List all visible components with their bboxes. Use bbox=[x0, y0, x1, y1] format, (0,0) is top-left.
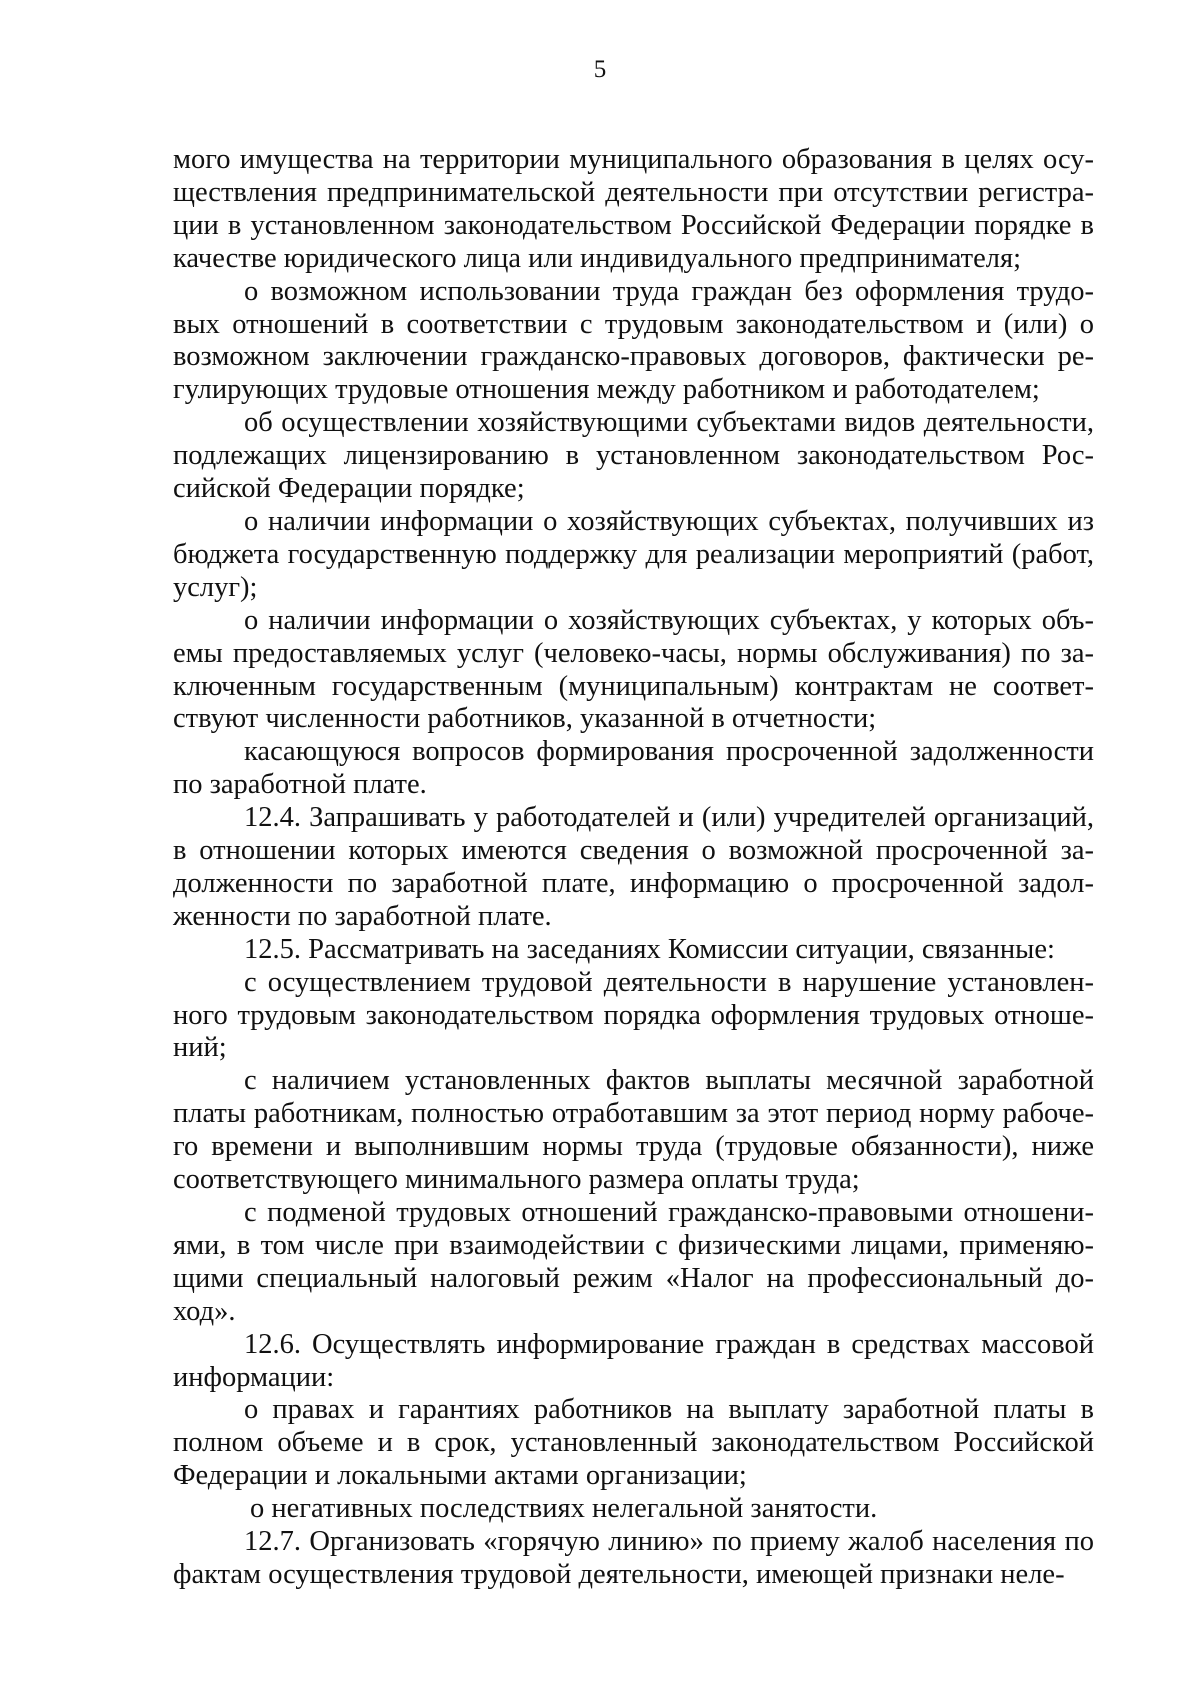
paragraph: о наличии информации о хозяйствующих субъектах, получивших из бюджета государственную поддержку для реализации мероприятий (работ, услуг); bbox=[173, 505, 1094, 603]
paragraph: касающуюся вопросов формирования просроченной задолженности по заработной плате. bbox=[173, 736, 1094, 801]
paragraph: об осуществлении хозяйствующими субъектами видов деятельности, подлежащих лицензированию в установленном законодательством Российской Федерации порядке; bbox=[173, 407, 1094, 505]
paragraph: 12.4. Запрашивать у работодателей и (или) учредителей организаций, в отношении которых имеются сведения о возможной просроченной задолженности по заработной плате, информацию о просроченной задолженности по заработной плате. bbox=[173, 802, 1094, 932]
paragraph: с подменой трудовых отношений гражданско-правовыми отношениями, в том числе при взаимодействии с физическими лицами, применяющими специальный налоговый режим «Налог на профессиональный доход». bbox=[173, 1197, 1094, 1327]
paragraph: о наличии информации о хозяйствующих субъектах, у которых объемы предоставляемых услуг (человеко-часы, нормы обслуживания) по заключенным государственным (муниципальным) контрактам не соответствуют численности работников, указанной в отчетности; bbox=[173, 604, 1094, 735]
paragraph: 12.6. Осуществлять информирование граждан в средствах массовой информации: bbox=[173, 1328, 1094, 1393]
paragraph: о возможном использовании труда граждан без оформления трудовых отношений в соответствии с трудовым законодательством и (или) о возможном заключении гражданско-правовых договоров, фактически регулирующих трудовые отношения между работником и работодателем; bbox=[173, 275, 1094, 406]
paragraph: о негативных последствиях нелегальной занятости. bbox=[250, 1493, 878, 1525]
paragraph: мого имущества на территории муниципального образования в целях осуществления предпринимательской деятельности при отсутствии регистрации в установленном законодательством Российской Федерации порядке в качестве юридического лица или индивидуального предпринимателя; bbox=[173, 144, 1094, 274]
paragraph: 12.5. Рассматривать на заседаниях Комиссии ситуации, связанные: bbox=[244, 933, 1055, 965]
paragraph: с осуществлением трудовой деятельности в нарушение установленного трудовым законодательством порядка оформления трудовых отношений; bbox=[173, 966, 1094, 1064]
paragraph: с наличием установленных фактов выплаты месячной заработной платы работникам, полностью отработавшим за этот период норму рабочего времени и выполнившим нормы труда (трудовые обязанности), ниже соответствующего минимального размера оплаты труда; bbox=[173, 1065, 1094, 1196]
document-body bbox=[173, 144, 1094, 1592]
paragraph: о правах и гарантиях работников на выплату заработной платы в полном объеме и в срок, установленный законодательством Российской Федерации и локальными актами организации; bbox=[173, 1394, 1094, 1492]
paragraph: 12.7. Организовать «горячую линию» по приему жалоб населения по фактам осуществления трудовой деятельности, имеющей признаки неле- bbox=[173, 1526, 1094, 1590]
page-number: 5 bbox=[593, 56, 607, 83]
